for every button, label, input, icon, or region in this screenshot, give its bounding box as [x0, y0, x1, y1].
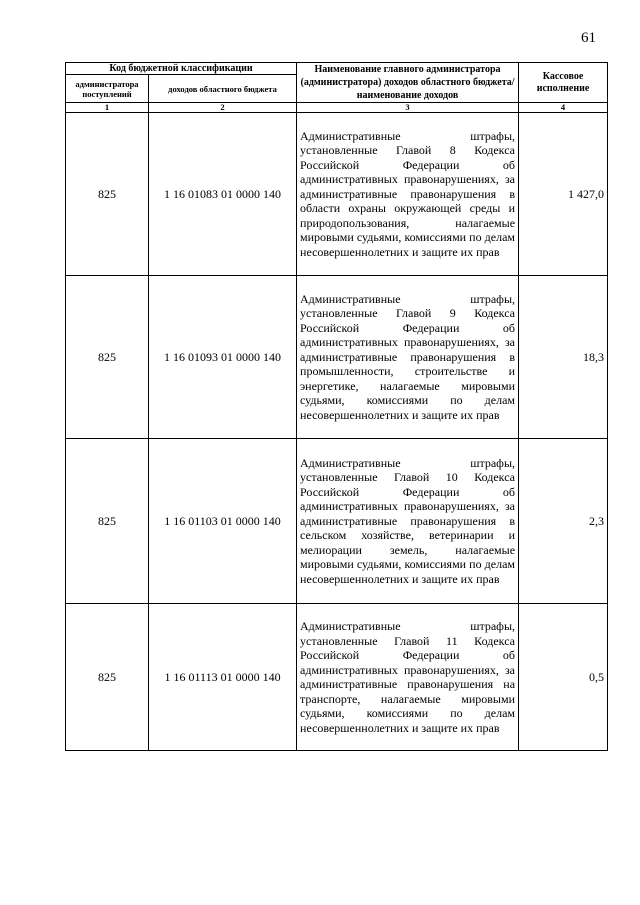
revenue-code-cell: 1 16 01113 01 0000 140	[149, 604, 297, 751]
description-cell: Административные штрафы, установленные Главой 9 Кодекса Российской Федерации об административных правонарушениях, за административные правонарушения в промышленности, строительстве и энергетике, налагаемые мировыми судьями, комиссиями по делам несовершеннолетних и защите их прав	[297, 276, 519, 439]
column-number: 3	[297, 103, 519, 113]
amount-cell: 1 427,0	[519, 113, 608, 276]
header-classification-code: Код бюджетной классификации	[66, 63, 297, 75]
admin-code-cell: 825	[66, 439, 149, 604]
column-number: 1	[66, 103, 149, 113]
header-admin-name: Наименование главного администратора (администратора) доходов областного бюджета/ наименование доходов	[297, 63, 519, 103]
revenue-table	[65, 62, 608, 751]
revenue-code-cell: 1 16 01103 01 0000 140	[149, 439, 297, 604]
description-cell: Административные штрафы, установленные Главой 8 Кодекса Российской Федерации об административных правонарушениях, за административные правонарушения в области охраны окружающей среды и природопользования, налагаемые мировыми судьями, комиссиями по делам несовершеннолетних и защите их прав	[297, 113, 519, 276]
column-number: 2	[149, 103, 297, 113]
admin-code-cell: 825	[66, 276, 149, 439]
column-number: 4	[519, 103, 608, 113]
description-cell: Административные штрафы, установленные Главой 11 Кодекса Российской Федерации об административных правонарушениях, за административные правонарушения на транспорте, налагаемые мировыми судьями, комиссиями по делам несовершеннолетних и защите их прав	[297, 604, 519, 751]
header-admin-revenue: администратора поступлений	[66, 75, 149, 103]
revenue-code-cell: 1 16 01083 01 0000 140	[149, 113, 297, 276]
table-row	[66, 113, 608, 276]
description-cell: Административные штрафы, установленные Главой 10 Кодекса Российской Федерации об административных правонарушениях, за административные правонарушения в сельском хозяйстве, ветеринарии и мелиорации земель, налагаемые мировыми судьями, комиссиями по делам несовершеннолетних и защите их прав	[297, 439, 519, 604]
header-cash-execution: Кассовое исполнение	[519, 63, 608, 103]
amount-cell: 18,3	[519, 276, 608, 439]
amount-cell: 2,3	[519, 439, 608, 604]
revenue-code-cell: 1 16 01093 01 0000 140	[149, 276, 297, 439]
admin-code-cell: 825	[66, 604, 149, 751]
amount-cell: 0,5	[519, 604, 608, 751]
table-row	[66, 276, 608, 439]
table-row	[66, 439, 608, 604]
table-row	[66, 604, 608, 751]
header-regional-revenue: доходов областного бюджета	[149, 75, 297, 103]
admin-code-cell: 825	[66, 113, 149, 276]
page-number: 61	[581, 30, 596, 46]
